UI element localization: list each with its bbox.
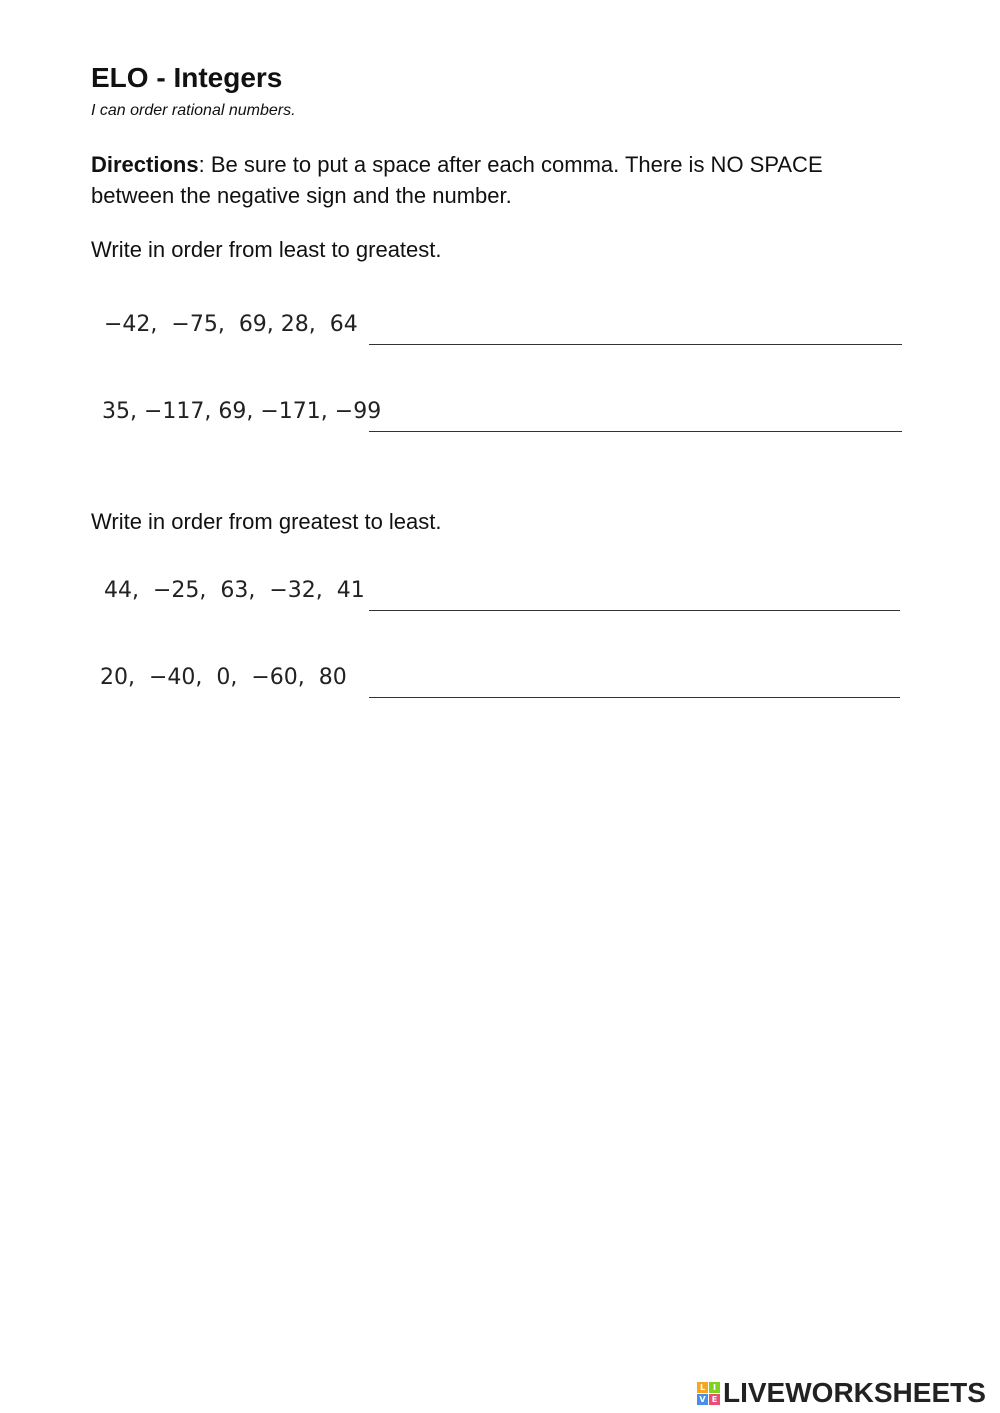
learning-objective: I can order rational numbers. (91, 102, 296, 119)
logo-mark-icon (697, 1382, 720, 1405)
problem-row-3 (0, 576, 1000, 616)
logo-letter: E (709, 1394, 720, 1405)
problem-row-2 (0, 397, 1000, 437)
worksheet-title: ELO - Integers (91, 62, 283, 93)
number-list: 20, −40, 0, −60, 80 (100, 665, 347, 690)
logo-text: LIVEWORKSHEETS (723, 1377, 986, 1408)
number-list: 35, −117, 69, −171, −99 (102, 399, 382, 424)
answer-input-2[interactable] (369, 405, 902, 432)
directions-label: Directions (91, 152, 199, 177)
logo-letter: L (697, 1382, 708, 1393)
number-list: 44, −25, 63, −32, 41 (104, 578, 365, 603)
answer-input-3[interactable] (369, 584, 900, 611)
logo-letter: I (709, 1382, 720, 1393)
problem-row-1 (0, 310, 1000, 350)
problem-row-4 (0, 663, 1000, 703)
directions-body: : Be sure to put a space after each comma. There is NO SPACE between the negative sign and the number. (91, 152, 823, 208)
section-heading-greatest-to-least: Write in order from greatest to least. (91, 509, 442, 534)
logo-letter: V (697, 1394, 708, 1405)
directions-text (91, 149, 911, 211)
answer-input-4[interactable] (369, 671, 900, 698)
section-heading-least-to-greatest: Write in order from least to greatest. (91, 237, 442, 262)
liveworksheets-logo (697, 1378, 986, 1408)
number-list: −42, −75, 69, 28, 64 (104, 312, 358, 337)
answer-input-1[interactable] (369, 318, 902, 345)
